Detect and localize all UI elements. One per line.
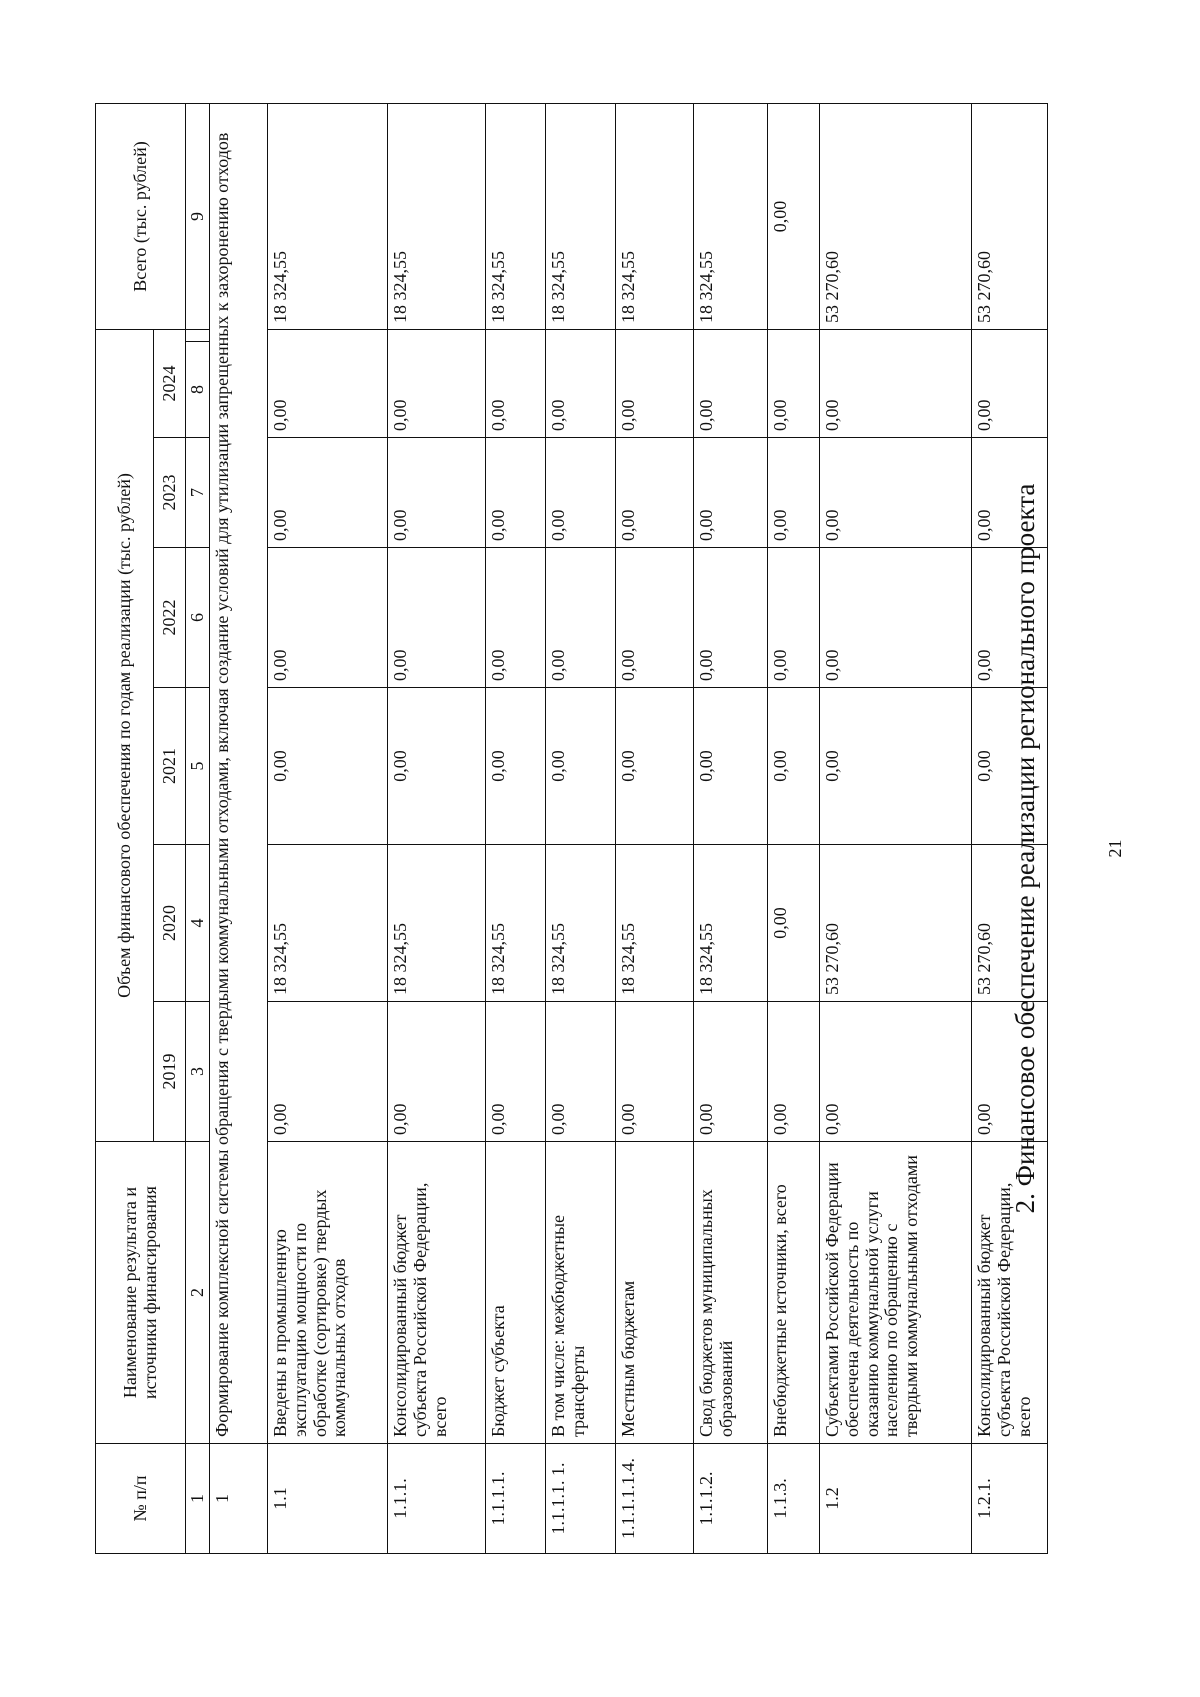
header-num: № п/п	[96, 1444, 186, 1554]
column-number: 5	[186, 688, 210, 845]
row-num: 1.1.1.1.	[486, 1444, 546, 1554]
value-2022: 0,00	[268, 548, 388, 688]
value-2024: 0,00	[616, 329, 694, 437]
value-2024: 0,00	[972, 329, 1048, 437]
row-num: 1.1.1.2.	[694, 1444, 768, 1554]
value-2023: 0,00	[820, 438, 972, 548]
row-num: 1.1.1.1. 1.	[546, 1444, 616, 1554]
value-2019: 0,00	[820, 1002, 972, 1142]
row-name: Субъектами Российской Федерации обеспечена деятельность по оказанию коммунальной услуги населению по обращению с твердыми коммунальными отходами	[820, 1142, 972, 1444]
header-name: Наименование результата и источники финансирования	[96, 1142, 186, 1444]
value-2021: 0,00	[820, 688, 972, 845]
value-2019: 0,00	[486, 1002, 546, 1142]
value-2022: 0,00	[694, 548, 768, 688]
header-year: 2020	[154, 845, 186, 1002]
value-2023: 0,00	[972, 438, 1048, 548]
value-2020: 53 270,60	[820, 845, 972, 1002]
value-2021: 0,00	[388, 688, 486, 845]
value-2022: 0,00	[546, 548, 616, 688]
column-number: 8	[186, 342, 210, 438]
table-row	[820, 103, 972, 1553]
column-number: 7	[186, 438, 210, 548]
value-total: 0,00	[768, 103, 820, 329]
section-title: Формирование комплексной системы обращения с твердыми коммунальными отходами, включая создание условий для утилизации запрещенных к захоронению отходов	[210, 103, 268, 1443]
value-total: 18 324,55	[268, 103, 388, 329]
value-total: 18 324,55	[486, 103, 546, 329]
table-row	[972, 103, 1048, 1553]
value-2020: 18 324,55	[486, 845, 546, 1002]
value-2024: 0,00	[268, 329, 388, 437]
value-2019: 0,00	[694, 1002, 768, 1142]
value-2023: 0,00	[546, 438, 616, 548]
value-2020: 0,00	[768, 845, 820, 1002]
value-2019: 0,00	[388, 1002, 486, 1142]
value-2022: 0,00	[388, 548, 486, 688]
value-2019: 0,00	[546, 1002, 616, 1142]
column-number: 2	[186, 1142, 210, 1444]
row-name: Консолидированный бюджет субъекта Российской Федерации, всего	[972, 1142, 1048, 1444]
header-volume: Объем финансового обеспечения по годам реализации (тыс. рублей)	[96, 329, 154, 1141]
value-2020: 18 324,55	[546, 845, 616, 1002]
value-2024: 0,00	[546, 329, 616, 437]
value-2021: 0,00	[546, 688, 616, 845]
header-year: 2019	[154, 1002, 186, 1142]
value-2019: 0,00	[768, 1002, 820, 1142]
document-title: 2. Финансовое обеспечение реализации регионального проекта	[1010, 483, 1040, 1214]
column-number: 6	[186, 548, 210, 688]
table-row	[616, 103, 694, 1553]
row-name: Консолидированный бюджет субъекта Российской Федерации, всего	[388, 1142, 486, 1444]
header-total: Всего (тыс. рублей)	[96, 103, 186, 329]
row-num: 1.1.1.	[388, 1444, 486, 1554]
table-row	[768, 103, 820, 1553]
value-2021: 0,00	[694, 688, 768, 845]
page-number: 21	[1105, 839, 1125, 858]
value-2022: 0,00	[768, 548, 820, 688]
value-2021: 0,00	[616, 688, 694, 845]
value-2023: 0,00	[694, 438, 768, 548]
value-2020: 18 324,55	[388, 845, 486, 1002]
header-year: 2022	[154, 548, 186, 688]
value-2019: 0,00	[616, 1002, 694, 1142]
row-num: 1.2.1.	[972, 1444, 1048, 1554]
value-2023: 0,00	[616, 438, 694, 548]
row-name: Введены в промышленную эксплуатацию мощности по обработке (сортировке) твердых коммунальных отходов	[268, 1142, 388, 1444]
value-total: 53 270,60	[972, 103, 1048, 329]
value-2020: 53 270,60	[972, 845, 1048, 1002]
row-num: 1.2	[820, 1444, 972, 1554]
table-row	[486, 103, 546, 1553]
column-number: 9	[186, 103, 210, 329]
value-2022: 0,00	[972, 548, 1048, 688]
value-2021: 0,00	[268, 688, 388, 845]
value-total: 18 324,55	[694, 103, 768, 329]
value-2021: 0,00	[486, 688, 546, 845]
row-name: Бюджет субъекта	[486, 1142, 546, 1444]
column-number: 1	[186, 1444, 210, 1554]
value-2019: 0,00	[268, 1002, 388, 1142]
column-number: 3	[186, 1002, 210, 1142]
row-name: Местным бюджетам	[616, 1142, 694, 1444]
value-2019: 0,00	[972, 1002, 1048, 1142]
value-2024: 0,00	[768, 329, 820, 437]
table-row	[546, 103, 616, 1553]
row-num: 1.1.1.1.1.4.	[616, 1444, 694, 1554]
value-total: 18 324,55	[388, 103, 486, 329]
header-year: 2021	[154, 688, 186, 845]
value-2023: 0,00	[768, 438, 820, 548]
table-header	[96, 103, 210, 1553]
value-2023: 0,00	[388, 438, 486, 548]
row-name: Внебюджетные источники, всего	[768, 1142, 820, 1444]
header-year: 2023	[154, 438, 186, 548]
table-row	[388, 103, 486, 1553]
header-year: 2024	[154, 329, 186, 437]
column-number: 4	[186, 845, 210, 1002]
value-2023: 0,00	[268, 438, 388, 548]
table-row	[694, 103, 768, 1553]
value-2022: 0,00	[486, 548, 546, 688]
value-2022: 0,00	[820, 548, 972, 688]
empty-cell	[186, 329, 210, 341]
value-2024: 0,00	[486, 329, 546, 437]
table-row	[268, 103, 388, 1553]
value-2021: 0,00	[768, 688, 820, 845]
value-2020: 18 324,55	[268, 845, 388, 1002]
section-num: 1	[210, 1444, 268, 1554]
value-total: 18 324,55	[616, 103, 694, 329]
value-total: 18 324,55	[546, 103, 616, 329]
row-name: В том числе: межбюджетные трансферты	[546, 1142, 616, 1444]
row-num: 1.1	[268, 1444, 388, 1554]
value-2024: 0,00	[388, 329, 486, 437]
value-2024: 0,00	[820, 329, 972, 437]
row-name: Свод бюджетов муниципальных образований	[694, 1142, 768, 1444]
value-2020: 18 324,55	[694, 845, 768, 1002]
value-2022: 0,00	[616, 548, 694, 688]
value-total: 53 270,60	[820, 103, 972, 329]
value-2020: 18 324,55	[616, 845, 694, 1002]
section-row	[210, 103, 268, 1553]
value-2024: 0,00	[694, 329, 768, 437]
financing-table	[95, 103, 1048, 1554]
row-num: 1.1.3.	[768, 1444, 820, 1554]
value-2023: 0,00	[486, 438, 546, 548]
value-2021: 0,00	[972, 688, 1048, 845]
